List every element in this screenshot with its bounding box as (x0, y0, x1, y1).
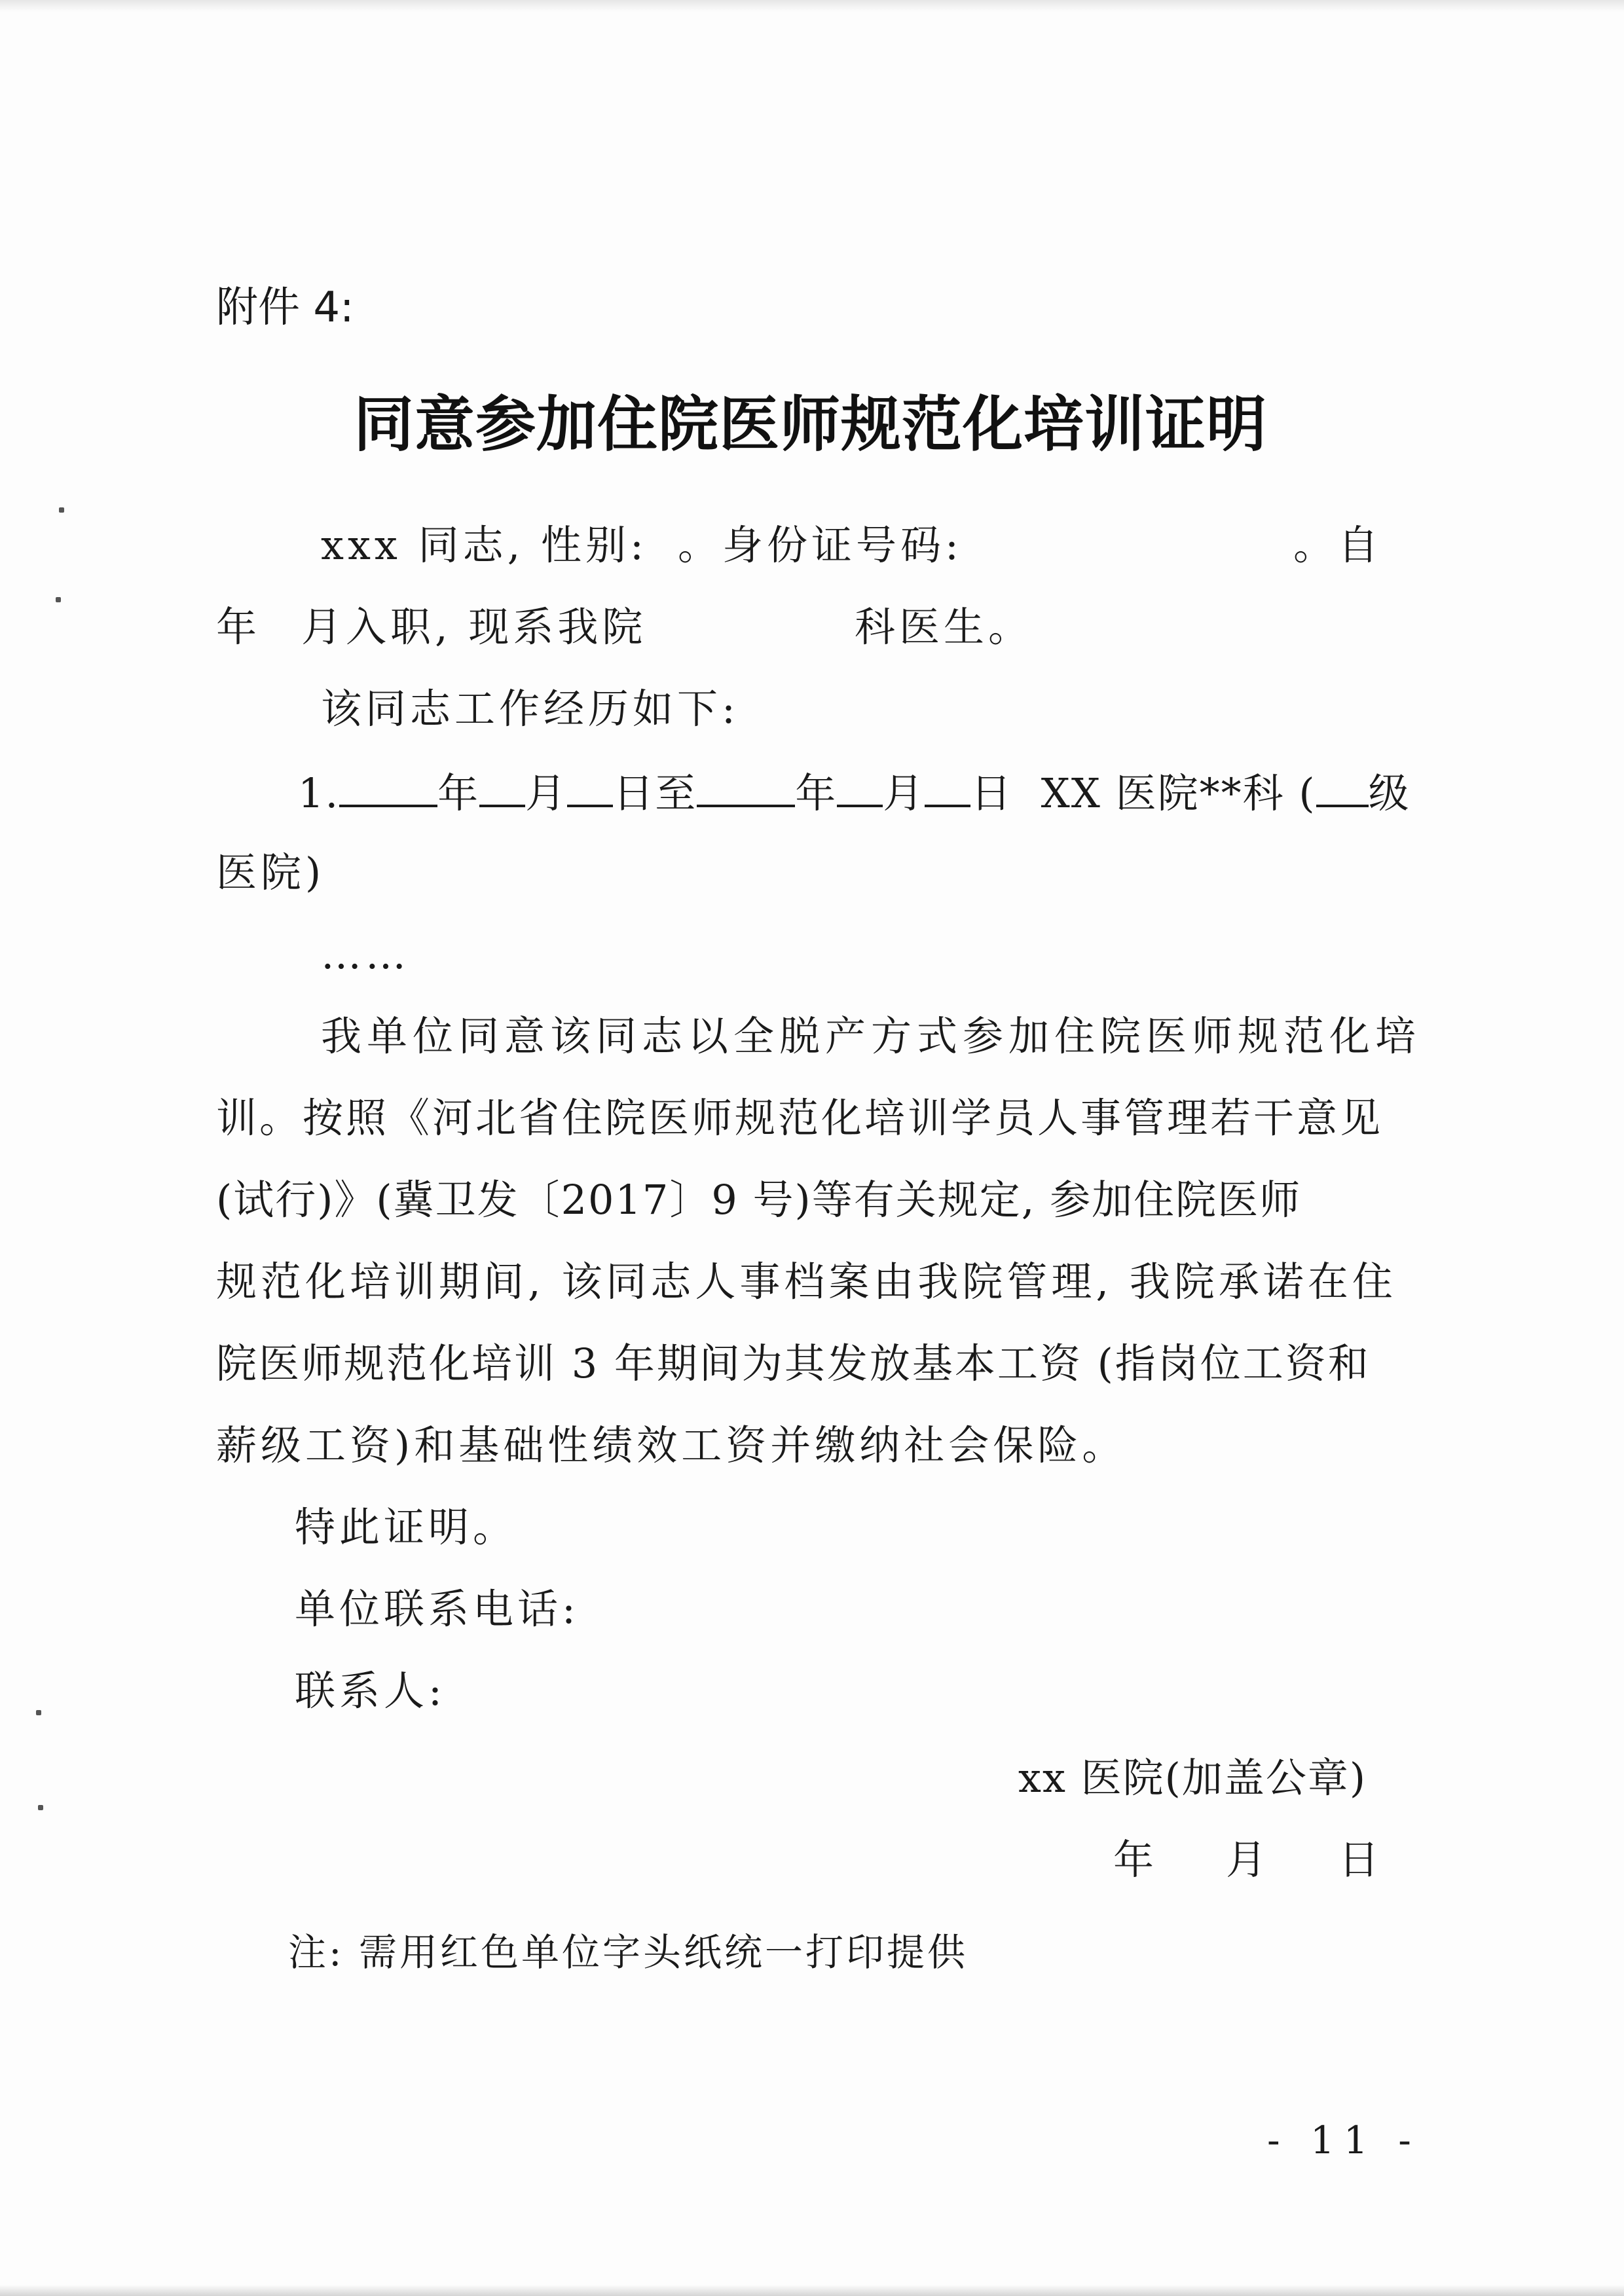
body-text: (试行)》(冀卫发〔2017〕9 号)等有关规定, 参加住院医师 (216, 1176, 1302, 1224)
body-text: 规范化培训期间, 该同志人事档案由我院管理, 我院承诺在住 (216, 1258, 1397, 1305)
item-year-2: 年 (795, 769, 838, 817)
document-title: 同意参加住院医师规范化培训证明 (354, 390, 1268, 460)
page-number: - 11 - (1267, 2118, 1420, 2162)
body-line-6: 薪级工资)和基础性绩效工资并缴纳社会保险。 (216, 1421, 1127, 1469)
blank-year-start (339, 771, 437, 807)
body-text: 训。按照《河北省住院医师规范化培训学员人事管理若干意见 (216, 1094, 1384, 1142)
item-number: 1. (298, 769, 340, 817)
body-text: 院医师规范化培训 3 年期间为其发放基本工资 (指岗位工资和 (216, 1339, 1371, 1387)
phone-label: 单位联系电话: (295, 1585, 580, 1633)
scan-edge-bottom (0, 2285, 1624, 2296)
item-level: 级 (1368, 769, 1411, 817)
date-line (1113, 1836, 1380, 1884)
blank-day-end (925, 771, 970, 807)
body-line-4 (216, 1258, 1397, 1305)
contact-label: 联系人: (295, 1667, 446, 1715)
ellipsis: …… (321, 930, 410, 978)
experience-heading: 该同志工作经历如下: (321, 685, 739, 733)
margin-mark (56, 597, 61, 602)
attachment-label: 附件 4: (216, 283, 354, 332)
intro-year: 年 (216, 603, 261, 651)
body-line-2 (216, 1094, 1384, 1142)
intro-department: 科医生。 (855, 603, 1033, 651)
date-year: 年 (1113, 1836, 1154, 1884)
item-month-2: 月 (883, 769, 925, 817)
blank-day-start (567, 771, 613, 807)
scan-edge-top (0, 0, 1624, 12)
intro-line1-end: 。自 (1293, 521, 1383, 569)
item-year-1: 年 (437, 769, 480, 817)
body-line-3 (216, 1176, 1375, 1224)
experience-item-continued: 医院) (216, 848, 325, 896)
signature-seal: xx 医院(加盖公章) (1018, 1754, 1367, 1802)
date-day: 日 (1338, 1836, 1380, 1884)
blank-year-end (697, 771, 795, 807)
date-month: 月 (1226, 1836, 1267, 1884)
item-month-1: 月 (525, 769, 568, 817)
item-day-1: 日至 (613, 769, 697, 817)
intro-name-gender: xxx 同志, 性别: (321, 521, 648, 569)
item-hospital: XX 医院**科 ( (1041, 769, 1316, 817)
intro-month-join: 月入职, 现系我院 (301, 603, 647, 651)
experience-item (298, 769, 1411, 817)
blank-month-end (837, 771, 883, 807)
blank-month-start (479, 771, 525, 807)
margin-mark (36, 1710, 41, 1715)
body-line-5 (216, 1339, 1375, 1387)
certify-text: 特此证明。 (295, 1503, 518, 1551)
body-line-1 (321, 1012, 1422, 1060)
margin-mark (59, 507, 64, 513)
intro-id-number: 。身份证号码: (678, 521, 963, 569)
body-text: 我单位同意该同志以全脱产方式参加住院医师规范化培 (321, 1012, 1422, 1060)
margin-mark (38, 1805, 43, 1810)
footnote: 注: 需用红色单位字头纸统一打印提供 (288, 1930, 968, 1975)
item-day-2: 日 (970, 769, 1013, 817)
blank-level (1316, 771, 1369, 807)
